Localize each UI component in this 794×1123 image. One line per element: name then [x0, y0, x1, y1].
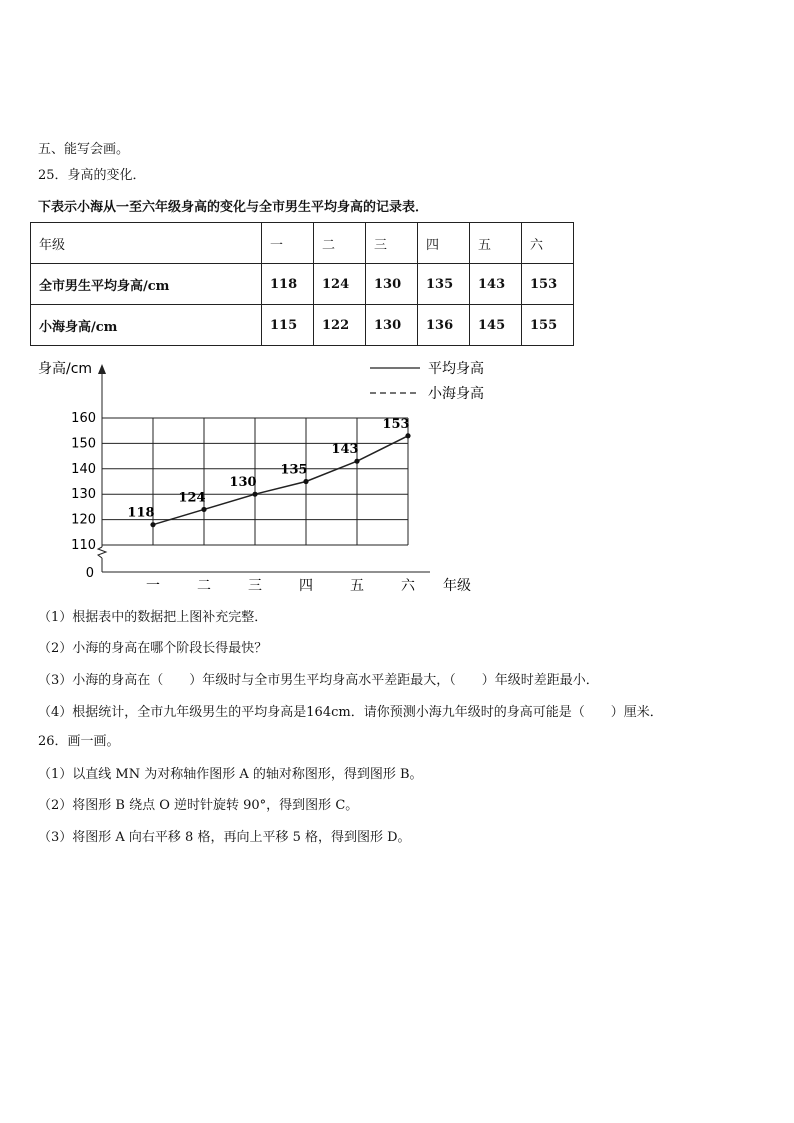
legend-label: 小海身高 [428, 386, 484, 402]
x-tick-label: 二 [197, 578, 211, 594]
legend-label: 平均身高 [428, 361, 484, 377]
table-cell: 130 [366, 264, 418, 305]
data-point [405, 433, 410, 438]
table-cell: 二 [314, 223, 366, 264]
table-cell: 118 [262, 264, 314, 305]
table-cell: 136 [418, 305, 470, 346]
height-line-chart [30, 352, 550, 602]
q25-intro: 下表示小海从一至六年级身高的变化与全市男生平均身高的记录表． [38, 200, 429, 215]
q26-title: 26．画一画。 [38, 734, 120, 749]
table-row [31, 305, 574, 346]
q26-item-3: （3）将图形 A 向右平移 8 格，再向上平移 5 格，得到图形 D。 [38, 830, 411, 845]
table-cell: 全市男生平均身高/cm [31, 264, 262, 305]
table-cell: 122 [314, 305, 366, 346]
table-cell: 115 [262, 305, 314, 346]
height-record-table [30, 222, 574, 346]
data-label: 135 [280, 462, 308, 478]
q26-item-1: （1）以直线 MN 为对称轴作图形 A 的轴对称图形，得到图形 B。 [38, 767, 423, 782]
question-4: （4）根据统计，全市九年级男生的平均身高是164cm．请你预测小海九年级时的身高可能是（ ）厘米． [38, 705, 663, 720]
y-axis-label: 身高/cm [38, 361, 93, 377]
y-tick-label: 130 [71, 487, 96, 503]
table-row [31, 223, 574, 264]
table-cell: 143 [470, 264, 522, 305]
y-tick-label: 160 [71, 411, 96, 426]
data-label: 143 [331, 442, 359, 458]
axis-break-icon [98, 547, 106, 558]
table-cell: 五 [470, 223, 522, 264]
x-tick-label: 六 [401, 578, 415, 594]
y-tick-label: 140 [71, 461, 96, 477]
table-cell: 小海身高/cm [31, 305, 262, 346]
y-tick-label: 120 [71, 512, 96, 528]
table-cell: 三 [366, 223, 418, 264]
table-cell: 135 [418, 264, 470, 305]
y-tick-label: 150 [71, 436, 96, 452]
table-cell: 130 [366, 305, 418, 346]
x-tick-label: 五 [350, 578, 364, 594]
data-label: 124 [178, 490, 206, 506]
data-point [150, 522, 155, 527]
table-cell: 153 [522, 264, 574, 305]
table-row [31, 264, 574, 305]
x-tick-label: 三 [248, 578, 262, 594]
question-3: （3）小海的身高在（ ）年级时与全市男生平均身高水平差距最大，（ ）年级时差距最小． [38, 673, 599, 688]
series-line [153, 436, 408, 525]
table-cell: 一 [262, 223, 314, 264]
q25-title: 25．身高的变化． [38, 168, 146, 183]
y-axis-arrow-icon [98, 364, 106, 374]
data-label: 130 [229, 475, 257, 491]
table-cell: 六 [522, 223, 574, 264]
x-tick-label: 四 [299, 578, 313, 594]
x-tick-label: 一 [146, 578, 160, 594]
y-tick-label: 110 [71, 538, 96, 553]
data-point [303, 479, 308, 484]
y-zero-label: 0 [85, 566, 94, 581]
question-1: （1）根据表中的数据把上图补充完整． [38, 610, 268, 625]
data-label: 153 [382, 416, 410, 432]
table-cell: 年级 [31, 223, 262, 264]
q26-item-2: （2）将图形 B 绕点 O 逆时针旋转 90°，得到图形 C。 [38, 798, 359, 813]
table-cell: 145 [470, 305, 522, 346]
section-title: 五、能写会画。 [38, 142, 130, 157]
table-cell: 155 [522, 305, 574, 346]
data-point [252, 492, 257, 497]
table-cell: 四 [418, 223, 470, 264]
table-cell: 124 [314, 264, 366, 305]
data-point [201, 507, 206, 512]
data-label: 118 [127, 505, 155, 521]
question-2: （2）小海的身高在哪个阶段长得最快？ [38, 641, 268, 656]
x-axis-label: 年级 [443, 578, 471, 594]
data-point [354, 459, 359, 464]
